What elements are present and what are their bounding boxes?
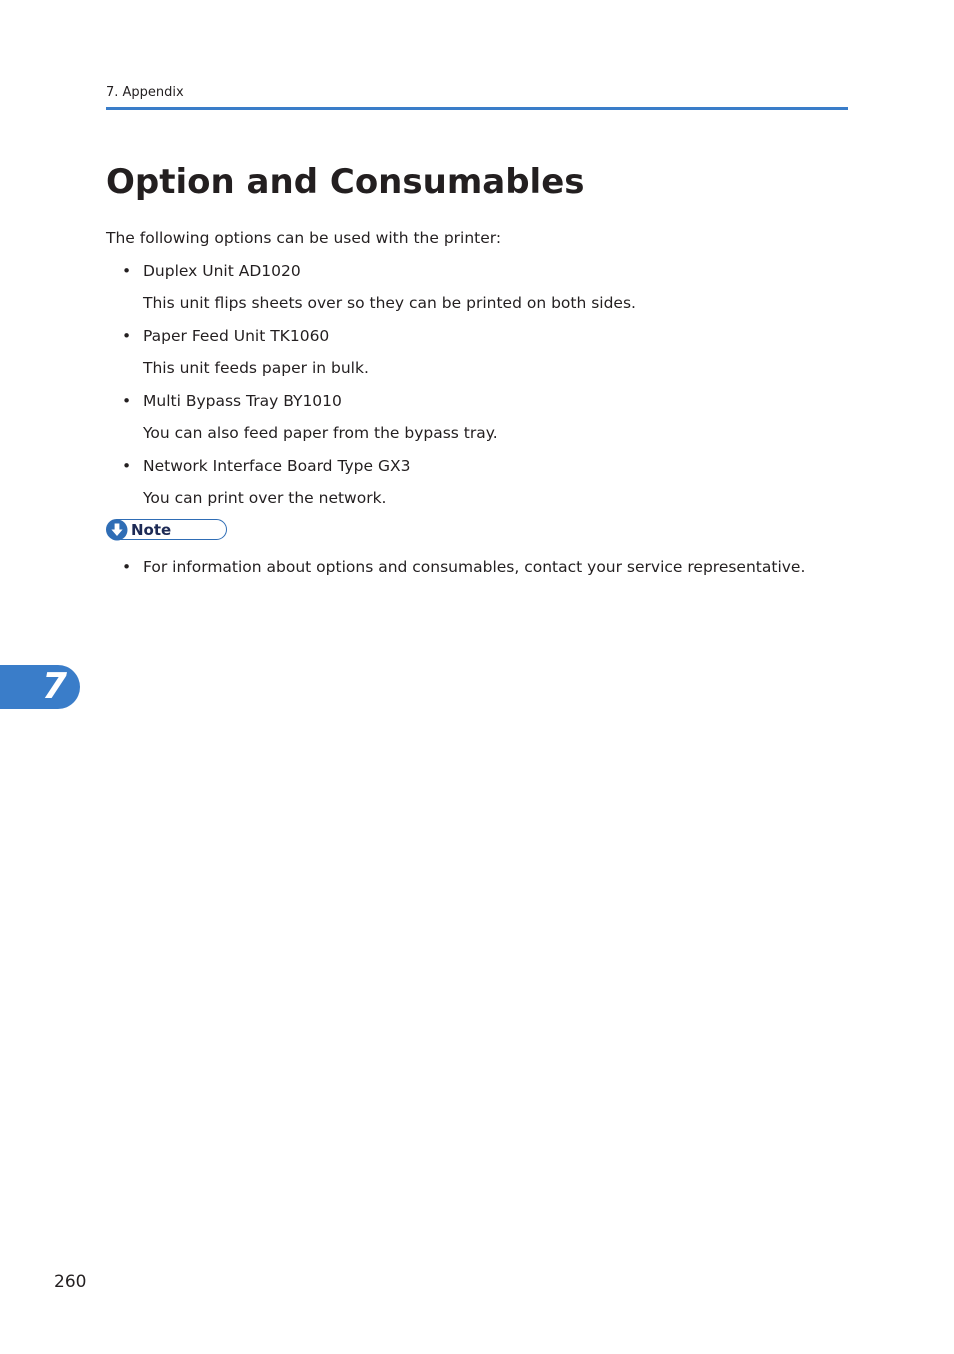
bullet: • <box>122 327 132 345</box>
option-description: You can also feed paper from the bypass tray. <box>143 424 498 442</box>
list-item <box>106 325 848 379</box>
option-name: Multi Bypass Tray BY1010 <box>143 392 342 410</box>
options-list <box>106 260 848 520</box>
option-name: Network Interface Board Type GX3 <box>143 457 411 475</box>
list-item <box>106 260 848 314</box>
list-item <box>106 556 848 578</box>
chapter-tab <box>0 665 80 709</box>
option-description: This unit flips sheets over so they can be printed on both sides. <box>143 294 636 312</box>
chapter-number: 7 <box>42 666 68 707</box>
bullet: • <box>122 262 132 280</box>
option-description: This unit feeds paper in bulk. <box>143 359 369 377</box>
list-item <box>106 390 848 444</box>
option-name: Paper Feed Unit TK1060 <box>143 327 330 345</box>
note-label: Note <box>131 521 172 539</box>
note-text: For information about options and consumables, contact your service representative. <box>143 558 806 576</box>
option-description: You can print over the network. <box>143 489 387 507</box>
down-arrow-icon <box>106 519 128 541</box>
notes-list <box>106 556 848 578</box>
page-number: 260 <box>54 1272 87 1292</box>
running-header: 7. Appendix <box>106 85 184 100</box>
intro-text: The following options can be used with the printer: <box>106 229 502 247</box>
list-item <box>106 455 848 509</box>
bullet: • <box>122 558 132 576</box>
bullet: • <box>122 392 132 410</box>
bullet: • <box>122 457 132 475</box>
page-title: Option and Consumables <box>106 162 585 202</box>
note-badge <box>106 519 227 540</box>
option-name: Duplex Unit AD1020 <box>143 262 301 280</box>
header-rule <box>106 107 848 110</box>
